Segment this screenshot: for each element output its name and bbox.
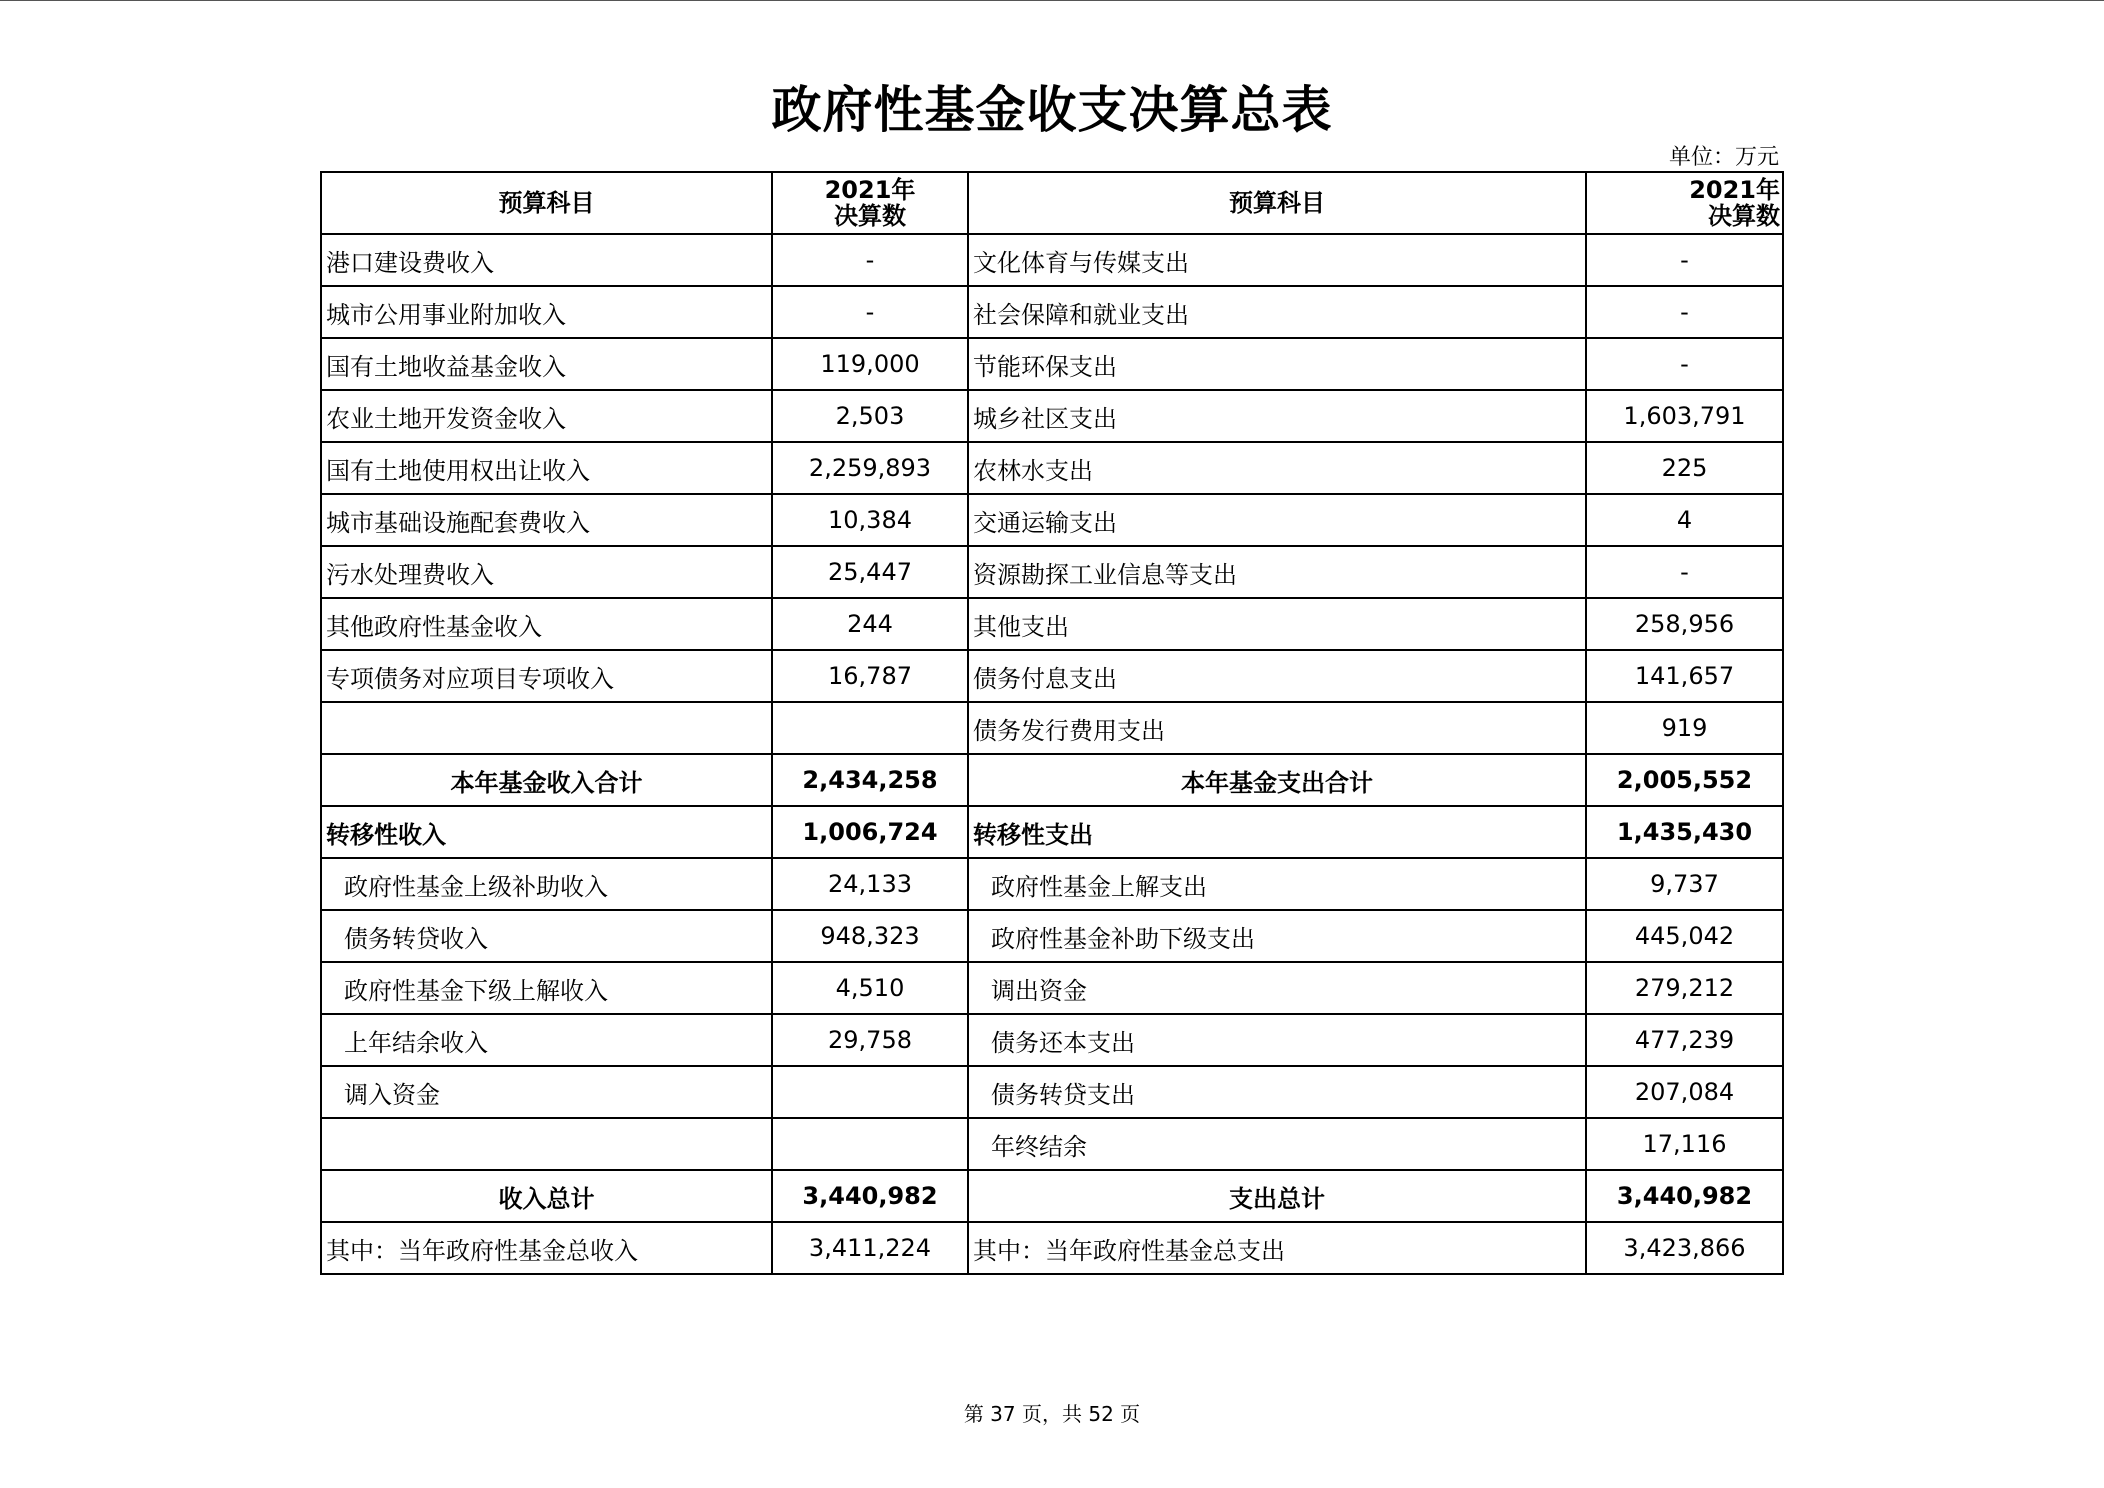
left-item-cell: 其他政府性基金收入 — [321, 598, 772, 650]
table-row — [321, 442, 1783, 494]
right-item-cell: 城乡社区支出 — [968, 390, 1586, 442]
left-item-cell: 专项债务对应项目专项收入 — [321, 650, 772, 702]
left-item-cell: 转移性收入 — [321, 806, 772, 858]
right-value-cell: 1,603,791 — [1586, 390, 1783, 442]
right-item-cell: 年终结余 — [968, 1118, 1586, 1170]
left-value-cell: 948,323 — [772, 910, 968, 962]
table-row — [321, 494, 1783, 546]
left-value-cell: 2,434,258 — [772, 754, 968, 806]
table-row — [321, 754, 1783, 806]
table-row — [321, 338, 1783, 390]
left-item-cell — [321, 702, 772, 754]
header-right-year-sub: 决算数 — [1708, 202, 1780, 230]
right-value-cell: 9,737 — [1586, 858, 1783, 910]
table-header-row — [321, 172, 1783, 234]
right-item-cell: 债务发行费用支出 — [968, 702, 1586, 754]
right-item-cell: 节能环保支出 — [968, 338, 1586, 390]
right-item-cell: 债务转贷支出 — [968, 1066, 1586, 1118]
left-value-cell — [772, 1118, 968, 1170]
left-value-cell: 119,000 — [772, 338, 968, 390]
left-value-cell: 25,447 — [772, 546, 968, 598]
left-value-cell: - — [772, 234, 968, 286]
left-item-cell: 国有土地收益基金收入 — [321, 338, 772, 390]
table-row — [321, 234, 1783, 286]
left-item-cell: 农业土地开发资金收入 — [321, 390, 772, 442]
table-row — [321, 910, 1783, 962]
table-row — [321, 806, 1783, 858]
header-left-item: 预算科目 — [321, 172, 772, 234]
left-item-cell — [321, 1118, 772, 1170]
left-value-cell: 3,440,982 — [772, 1170, 968, 1222]
right-item-cell: 其他支出 — [968, 598, 1586, 650]
top-border-line — [0, 0, 2104, 1]
right-value-cell: 3,440,982 — [1586, 1170, 1783, 1222]
right-value-cell: 919 — [1586, 702, 1783, 754]
left-item-cell: 债务转贷收入 — [321, 910, 772, 962]
left-value-cell: 244 — [772, 598, 968, 650]
left-value-cell: 2,503 — [772, 390, 968, 442]
left-value-cell — [772, 702, 968, 754]
right-value-cell: 141,657 — [1586, 650, 1783, 702]
left-item-cell: 政府性基金上级补助收入 — [321, 858, 772, 910]
left-item-cell: 污水处理费收入 — [321, 546, 772, 598]
page-footer: 第 37 页，共 52 页 — [963, 1402, 1141, 1426]
left-item-cell: 收入总计 — [321, 1170, 772, 1222]
table-row — [321, 650, 1783, 702]
right-item-cell: 其中：当年政府性基金总支出 — [968, 1222, 1586, 1274]
left-value-cell: 10,384 — [772, 494, 968, 546]
table-body — [321, 234, 1783, 1274]
right-item-cell: 资源勘探工业信息等支出 — [968, 546, 1586, 598]
right-item-cell: 债务付息支出 — [968, 650, 1586, 702]
header-left-year-label: 2021年 — [824, 176, 916, 204]
left-item-cell: 其中：当年政府性基金总收入 — [321, 1222, 772, 1274]
left-item-cell: 上年结余收入 — [321, 1014, 772, 1066]
table-row — [321, 598, 1783, 650]
unit-label: 单位：万元 — [1668, 145, 1779, 170]
right-value-cell: 445,042 — [1586, 910, 1783, 962]
header-left-year — [772, 172, 968, 234]
left-value-cell — [772, 1066, 968, 1118]
right-item-cell: 调出资金 — [968, 962, 1586, 1014]
right-value-cell: 17,116 — [1586, 1118, 1783, 1170]
table-row — [321, 962, 1783, 1014]
left-value-cell: 1,006,724 — [772, 806, 968, 858]
table-row — [321, 858, 1783, 910]
left-value-cell: 3,411,224 — [772, 1222, 968, 1274]
left-value-cell: 29,758 — [772, 1014, 968, 1066]
left-item-cell: 本年基金收入合计 — [321, 754, 772, 806]
right-item-cell: 政府性基金上解支出 — [968, 858, 1586, 910]
page-title: 政府性基金收支决算总表 — [771, 81, 1333, 139]
left-item-cell: 城市公用事业附加收入 — [321, 286, 772, 338]
right-value-cell: 258,956 — [1586, 598, 1783, 650]
right-value-cell: 477,239 — [1586, 1014, 1783, 1066]
left-value-cell: 4,510 — [772, 962, 968, 1014]
right-item-cell: 转移性支出 — [968, 806, 1586, 858]
table-row — [321, 1014, 1783, 1066]
right-item-cell: 政府性基金补助下级支出 — [968, 910, 1586, 962]
right-value-cell: - — [1586, 286, 1783, 338]
right-value-cell: 225 — [1586, 442, 1783, 494]
table-row — [321, 1170, 1783, 1222]
right-item-cell: 文化体育与传媒支出 — [968, 234, 1586, 286]
right-item-cell: 交通运输支出 — [968, 494, 1586, 546]
table-row — [321, 702, 1783, 754]
header-right-year-label: 2021年 — [1689, 176, 1780, 204]
right-item-cell: 支出总计 — [968, 1170, 1586, 1222]
right-value-cell: 207,084 — [1586, 1066, 1783, 1118]
right-item-cell: 债务还本支出 — [968, 1014, 1586, 1066]
table-row — [321, 546, 1783, 598]
left-item-cell: 国有土地使用权出让收入 — [321, 442, 772, 494]
right-value-cell: 1,435,430 — [1586, 806, 1783, 858]
right-value-cell: 279,212 — [1586, 962, 1783, 1014]
table-row — [321, 1222, 1783, 1274]
right-item-cell: 本年基金支出合计 — [968, 754, 1586, 806]
right-value-cell: 4 — [1586, 494, 1783, 546]
header-right-year — [1586, 172, 1783, 234]
left-item-cell: 港口建设费收入 — [321, 234, 772, 286]
left-value-cell: 16,787 — [772, 650, 968, 702]
left-value-cell: - — [772, 286, 968, 338]
right-value-cell: - — [1586, 546, 1783, 598]
left-value-cell: 2,259,893 — [772, 442, 968, 494]
left-item-cell: 政府性基金下级上解收入 — [321, 962, 772, 1014]
header-right-item: 预算科目 — [968, 172, 1586, 234]
left-value-cell: 24,133 — [772, 858, 968, 910]
left-item-cell: 城市基础设施配套费收入 — [321, 494, 772, 546]
table-row — [321, 286, 1783, 338]
header-left-year-sub: 决算数 — [834, 202, 906, 230]
right-value-cell: - — [1586, 338, 1783, 390]
table-row — [321, 1118, 1783, 1170]
fund-summary-table — [320, 171, 1784, 1275]
right-item-cell: 社会保障和就业支出 — [968, 286, 1586, 338]
right-value-cell: 2,005,552 — [1586, 754, 1783, 806]
right-value-cell: - — [1586, 234, 1783, 286]
right-value-cell: 3,423,866 — [1586, 1222, 1783, 1274]
table-row — [321, 1066, 1783, 1118]
table-row — [321, 390, 1783, 442]
left-item-cell: 调入资金 — [321, 1066, 772, 1118]
right-item-cell: 农林水支出 — [968, 442, 1586, 494]
